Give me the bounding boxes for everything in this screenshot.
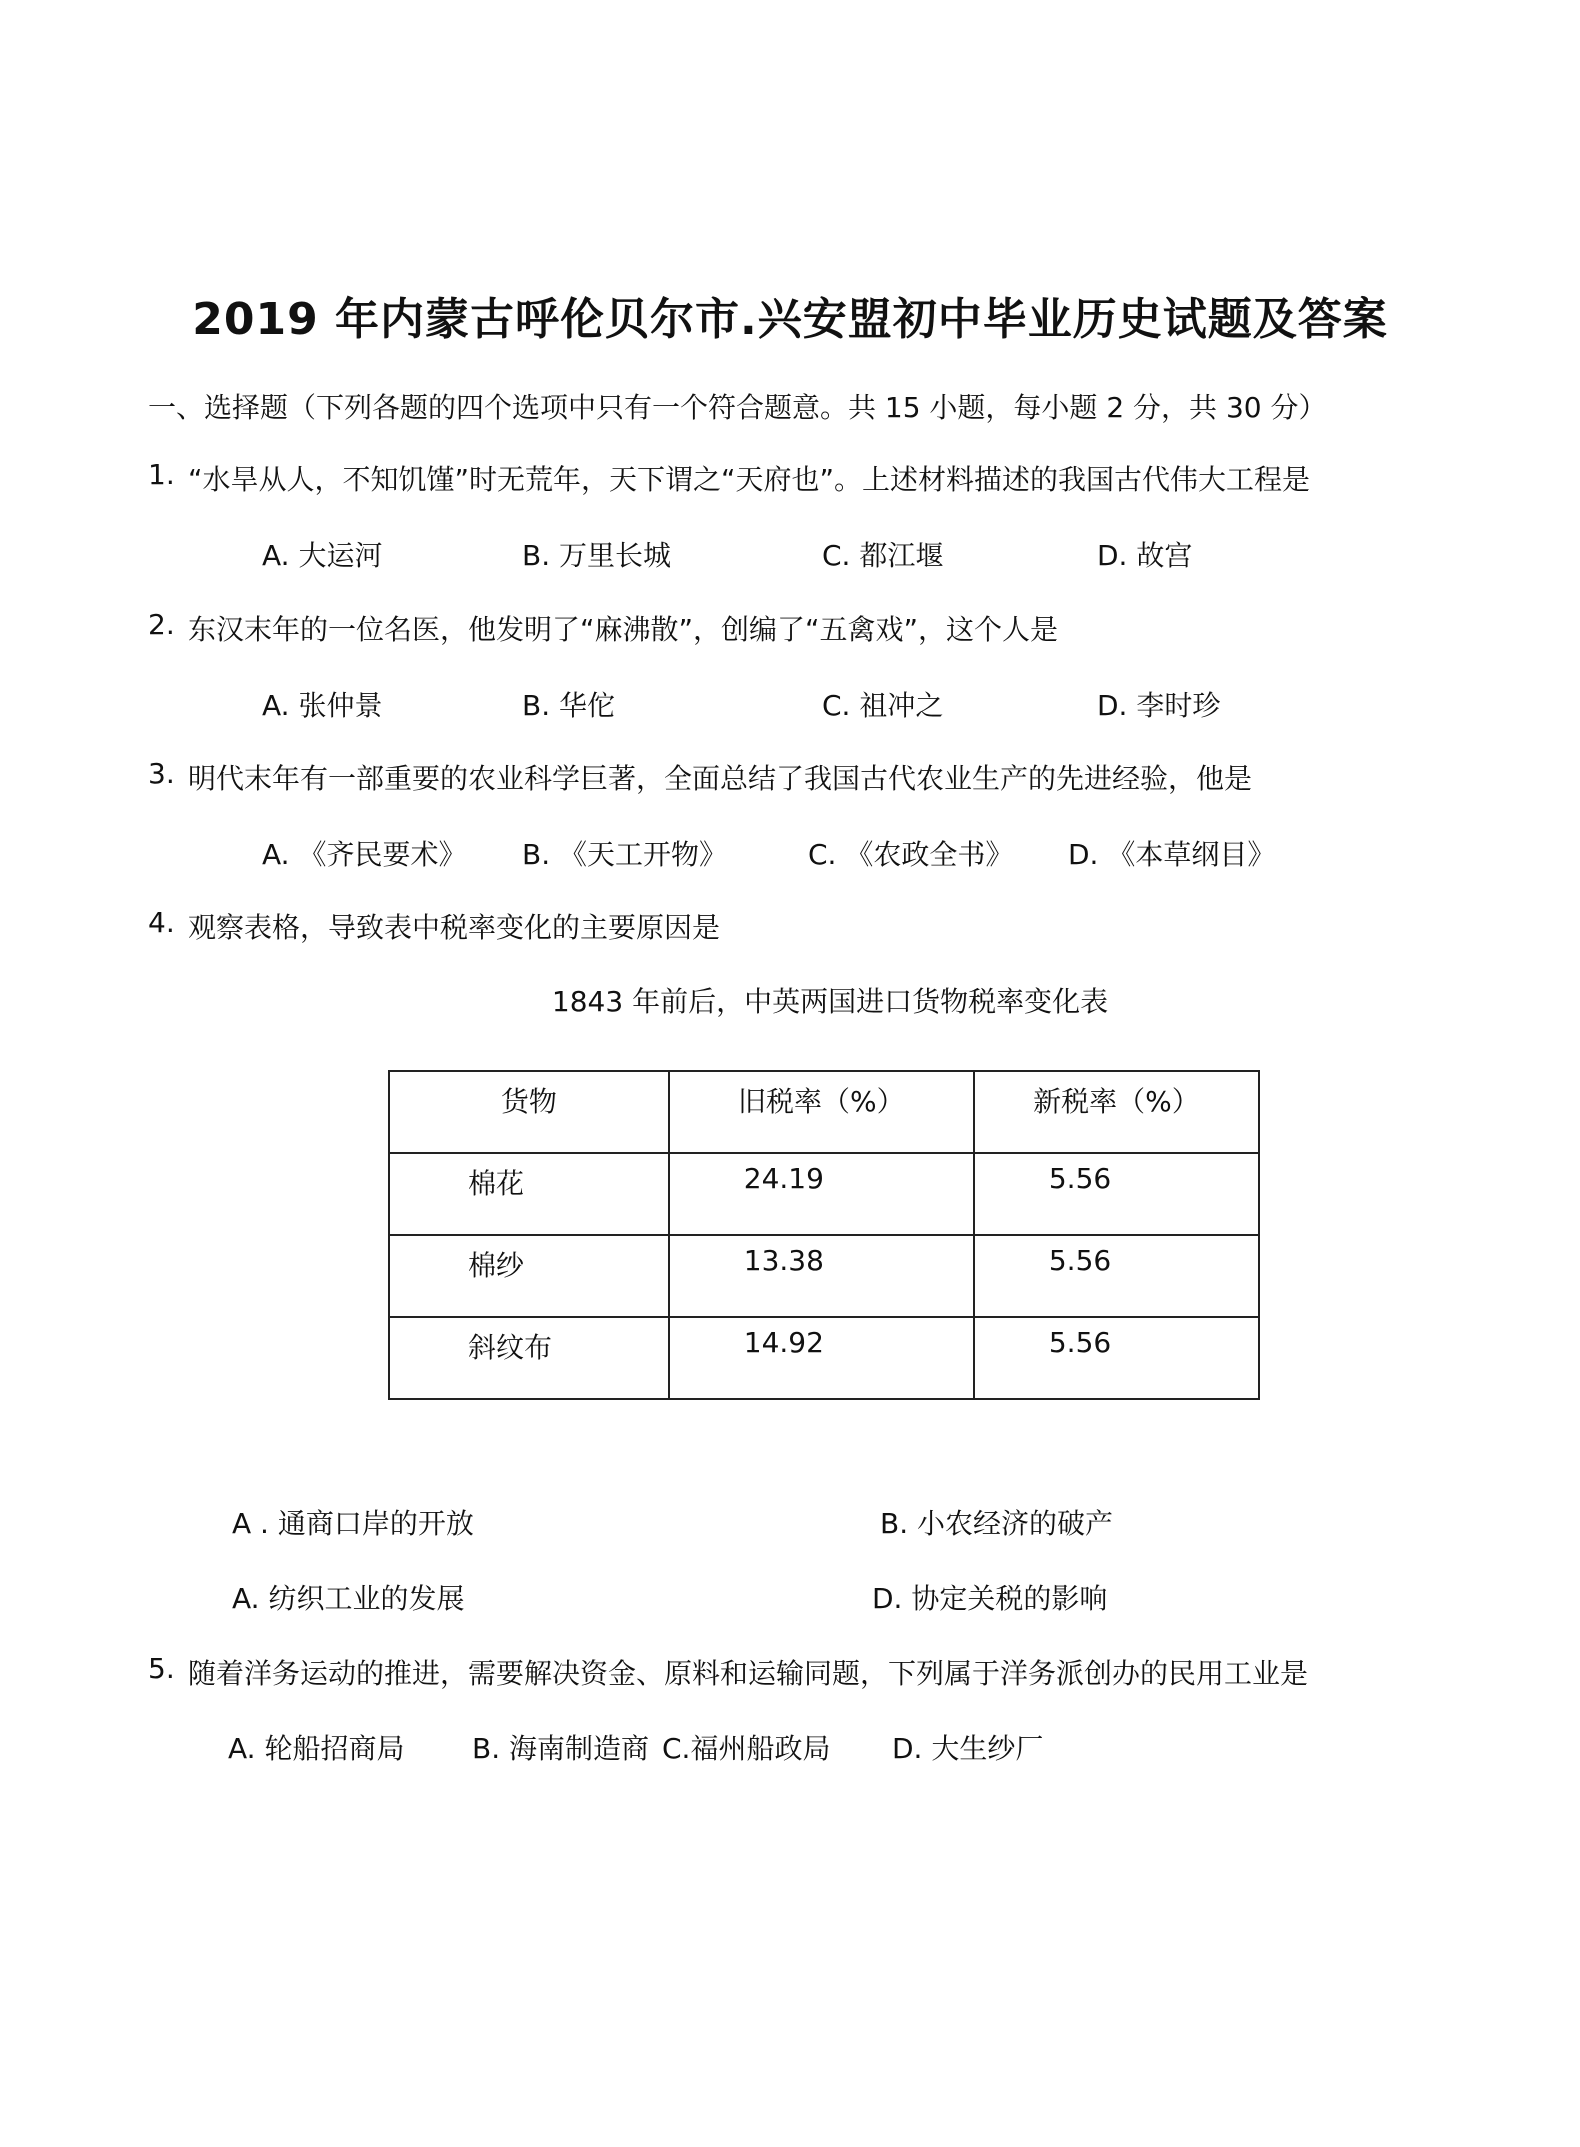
question-5-option-d: D. 大生纱厂 (892, 1732, 1044, 1765)
question-3-text: 明代末年有一部重要的农业科学巨著，全面总结了我国古代农业生产的先进经验，他是 (188, 762, 1253, 795)
question-2-option-d: D. 李时珍 (1097, 689, 1221, 722)
question-4-text: 观察表格，导致表中税率变化的主要原因是 (188, 911, 721, 944)
question-4-option-a: A . 通商口岸的开放 (232, 1507, 474, 1540)
question-3-option-a: A. 《齐民要术》 (262, 838, 467, 871)
question-3-option-b: B. 《天工开物》 (522, 838, 728, 871)
question-1-option-a: A. 大运河 (262, 539, 383, 572)
question-5-option-b: B. 海南制造商 (472, 1732, 650, 1765)
question-3-number: 3. (148, 757, 175, 790)
table-header: 货物 (389, 1071, 669, 1153)
question-5-option-a: A. 轮船招商局 (228, 1732, 405, 1765)
question-4-number: 4. (148, 906, 175, 939)
question-2-option-b: B. 华佗 (522, 689, 616, 722)
table-caption: 1843 年前后，中英两国进口货物税率变化表 (551, 985, 1109, 1018)
question-3-option-d: D. 《本草纲目》 (1068, 838, 1276, 871)
question-1-option-b: B. 万里长城 (522, 539, 672, 572)
table-cell: 棉花 (389, 1153, 669, 1235)
question-2-number: 2. (148, 608, 175, 641)
table-cell: 24.19 (669, 1153, 974, 1235)
section-heading: 一、选择题（下列各题的四个选项中只有一个符合题意。共 15 小题，每小题 2 分，共 30 分） (148, 391, 1327, 424)
question-5-text: 随着洋务运动的推进，需要解决资金、原料和运输同题，下列属于洋务派创办的民用工业是 (188, 1657, 1309, 1690)
question-4-option-d: D. 协定关税的影响 (872, 1582, 1108, 1615)
table-cell: 棉纱 (389, 1235, 669, 1317)
table-cell: 14.92 (669, 1317, 974, 1399)
question-4-option-c: A. 纺织工业的发展 (232, 1582, 465, 1615)
question-3-option-c: C. 《农政全书》 (808, 838, 1014, 871)
table-row (389, 1235, 1259, 1317)
page-title: 2019 年内蒙古呼伦贝尔市.兴安盟初中毕业历史试题及答案 (192, 294, 1388, 345)
question-1-option-c: C. 都江堰 (822, 539, 944, 572)
table-header: 新税率（%） (974, 1071, 1259, 1153)
question-2-text: 东汉末年的一位名医，他发明了“麻沸散”，创编了“五禽戏”，这个人是 (188, 613, 1059, 646)
question-1-text: “水旱从人，不知饥馑”时无荒年，天下谓之“天府也”。上述材料描述的我国古代伟大工程是 (188, 463, 1311, 496)
table-cell: 5.56 (974, 1317, 1259, 1399)
table-cell: 5.56 (974, 1235, 1259, 1317)
question-4-option-b: B. 小农经济的破产 (880, 1507, 1114, 1540)
question-5-option-c: C.福州船政局 (662, 1732, 831, 1765)
tax-rate-table (388, 1070, 1260, 1400)
table-header: 旧税率（%） (669, 1071, 974, 1153)
table-row (389, 1317, 1259, 1399)
table-header-row (389, 1071, 1259, 1153)
question-2-option-a: A. 张仲景 (262, 689, 383, 722)
question-5-number: 5. (148, 1652, 175, 1685)
table-cell: 5.56 (974, 1153, 1259, 1235)
table-cell: 斜纹布 (389, 1317, 669, 1399)
question-2-option-c: C. 祖冲之 (822, 689, 944, 722)
question-1-option-d: D. 故宫 (1097, 539, 1193, 572)
question-1-number: 1. (148, 458, 175, 491)
table-cell: 13.38 (669, 1235, 974, 1317)
table-row (389, 1153, 1259, 1235)
